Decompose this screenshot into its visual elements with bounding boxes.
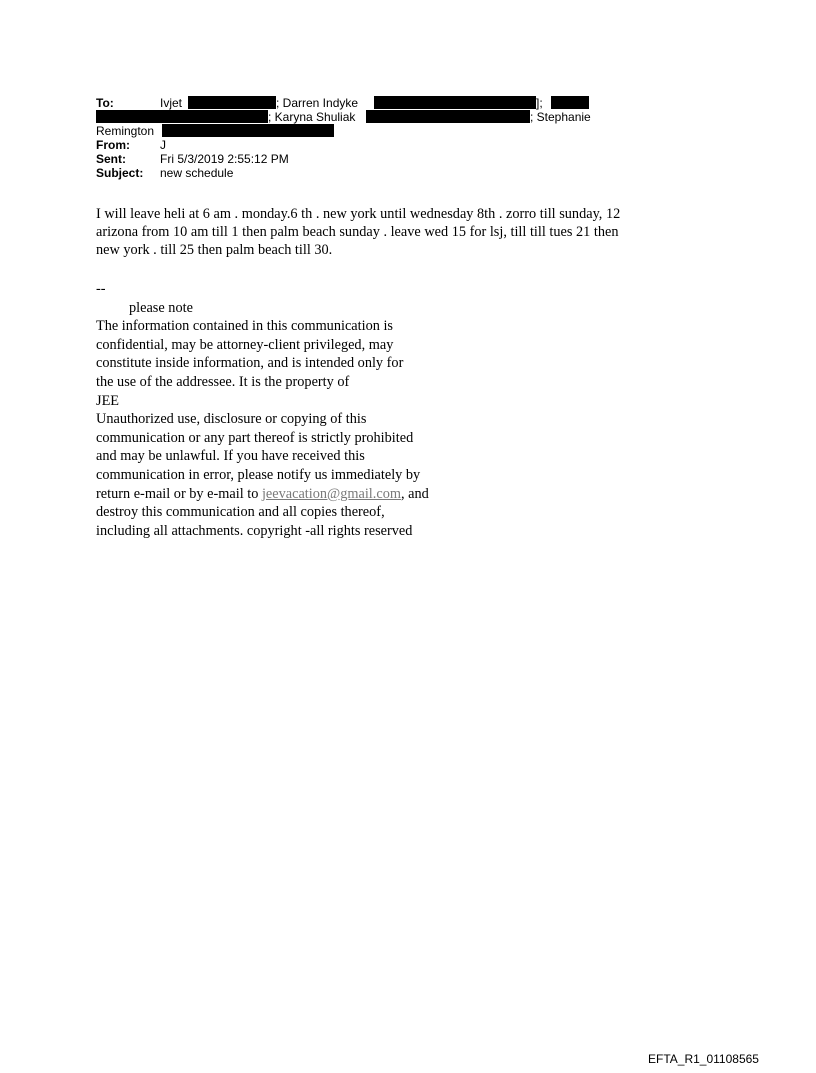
sent-row: [96, 152, 716, 166]
disclaimer-line: JEE: [96, 392, 120, 409]
subject-value: new schedule: [160, 166, 234, 180]
to-recipient-stephanie: ; Stephanie: [530, 110, 591, 124]
return-prefix: return e-mail or by e-mail to: [96, 485, 262, 502]
to-recipient-remington: Remington: [96, 124, 155, 138]
to-recipient-karyna-shuliak: ; Karyna Shuliak: [268, 110, 356, 124]
disclaimer-line: the use of the addressee. It is the property of: [96, 373, 350, 390]
to-row: [96, 96, 716, 110]
redaction-bar: [96, 110, 268, 123]
from-label: From:: [96, 138, 130, 152]
signature-dashes: --: [96, 281, 106, 297]
to-row-last: [96, 124, 716, 138]
disclaimer-line: communication or any part thereof is strictly prohibited: [96, 429, 414, 446]
to-separator: ];: [536, 96, 543, 110]
subject-row: [96, 166, 716, 180]
redaction-bar: [551, 96, 589, 109]
disclaimer-line: destroy this communication and all copies thereof,: [96, 504, 385, 521]
body-line: arizona from 10 am till 1 then palm beach sunday . leave wed 15 for lsj, till till tues 21 then: [96, 224, 619, 240]
disclaimer-line: Unauthorized use, disclosure or copying of this: [96, 411, 367, 428]
disclaimer-line-with-link: [96, 485, 496, 504]
please-note: please note: [129, 299, 193, 316]
disclaimer-line: confidential, may be attorney-client privileged, may: [96, 336, 394, 353]
subject-label: Subject:: [96, 166, 144, 180]
sent-label: Sent:: [96, 152, 126, 166]
redaction-bar: [366, 110, 530, 123]
disclaimer-line: communication in error, please notify us immediately by: [96, 466, 421, 483]
redaction-bar: [188, 96, 276, 109]
to-label: To:: [96, 96, 114, 110]
disclaimer-line: including all attachments. copyright -all rights reserved: [96, 522, 413, 539]
email-body: [96, 205, 736, 259]
to-recipient-darren-indyke: ; Darren Indyke: [276, 96, 359, 110]
email-header: [96, 96, 716, 180]
email-signature: [96, 280, 496, 540]
body-line: I will leave heli at 6 am . monday.6 th . new york until wednesday 8th . zorro till sunday, 12: [96, 206, 621, 222]
disclaimer-line: constitute inside information, and is intended only for: [96, 355, 404, 372]
disclaimer-line: The information contained in this communication is: [96, 318, 393, 335]
redaction-bar: [162, 124, 334, 137]
redaction-bar: [374, 96, 536, 109]
disclaimer-line: and may be unlawful. If you have received this: [96, 448, 365, 465]
from-row: [96, 138, 716, 152]
sent-value: Fri 5/3/2019 2:55:12 PM: [160, 152, 289, 166]
body-line: new york . till 25 then palm beach till 30.: [96, 242, 333, 258]
to-row-continued: [96, 110, 716, 124]
to-recipient-ivjet: Ivjet: [160, 96, 183, 110]
document-id: EFTA_R1_01108565: [648, 1052, 759, 1066]
return-suffix: , and: [400, 485, 429, 502]
from-value: J: [160, 138, 166, 152]
email-link[interactable]: jeevacation@gmail.com: [261, 485, 401, 502]
